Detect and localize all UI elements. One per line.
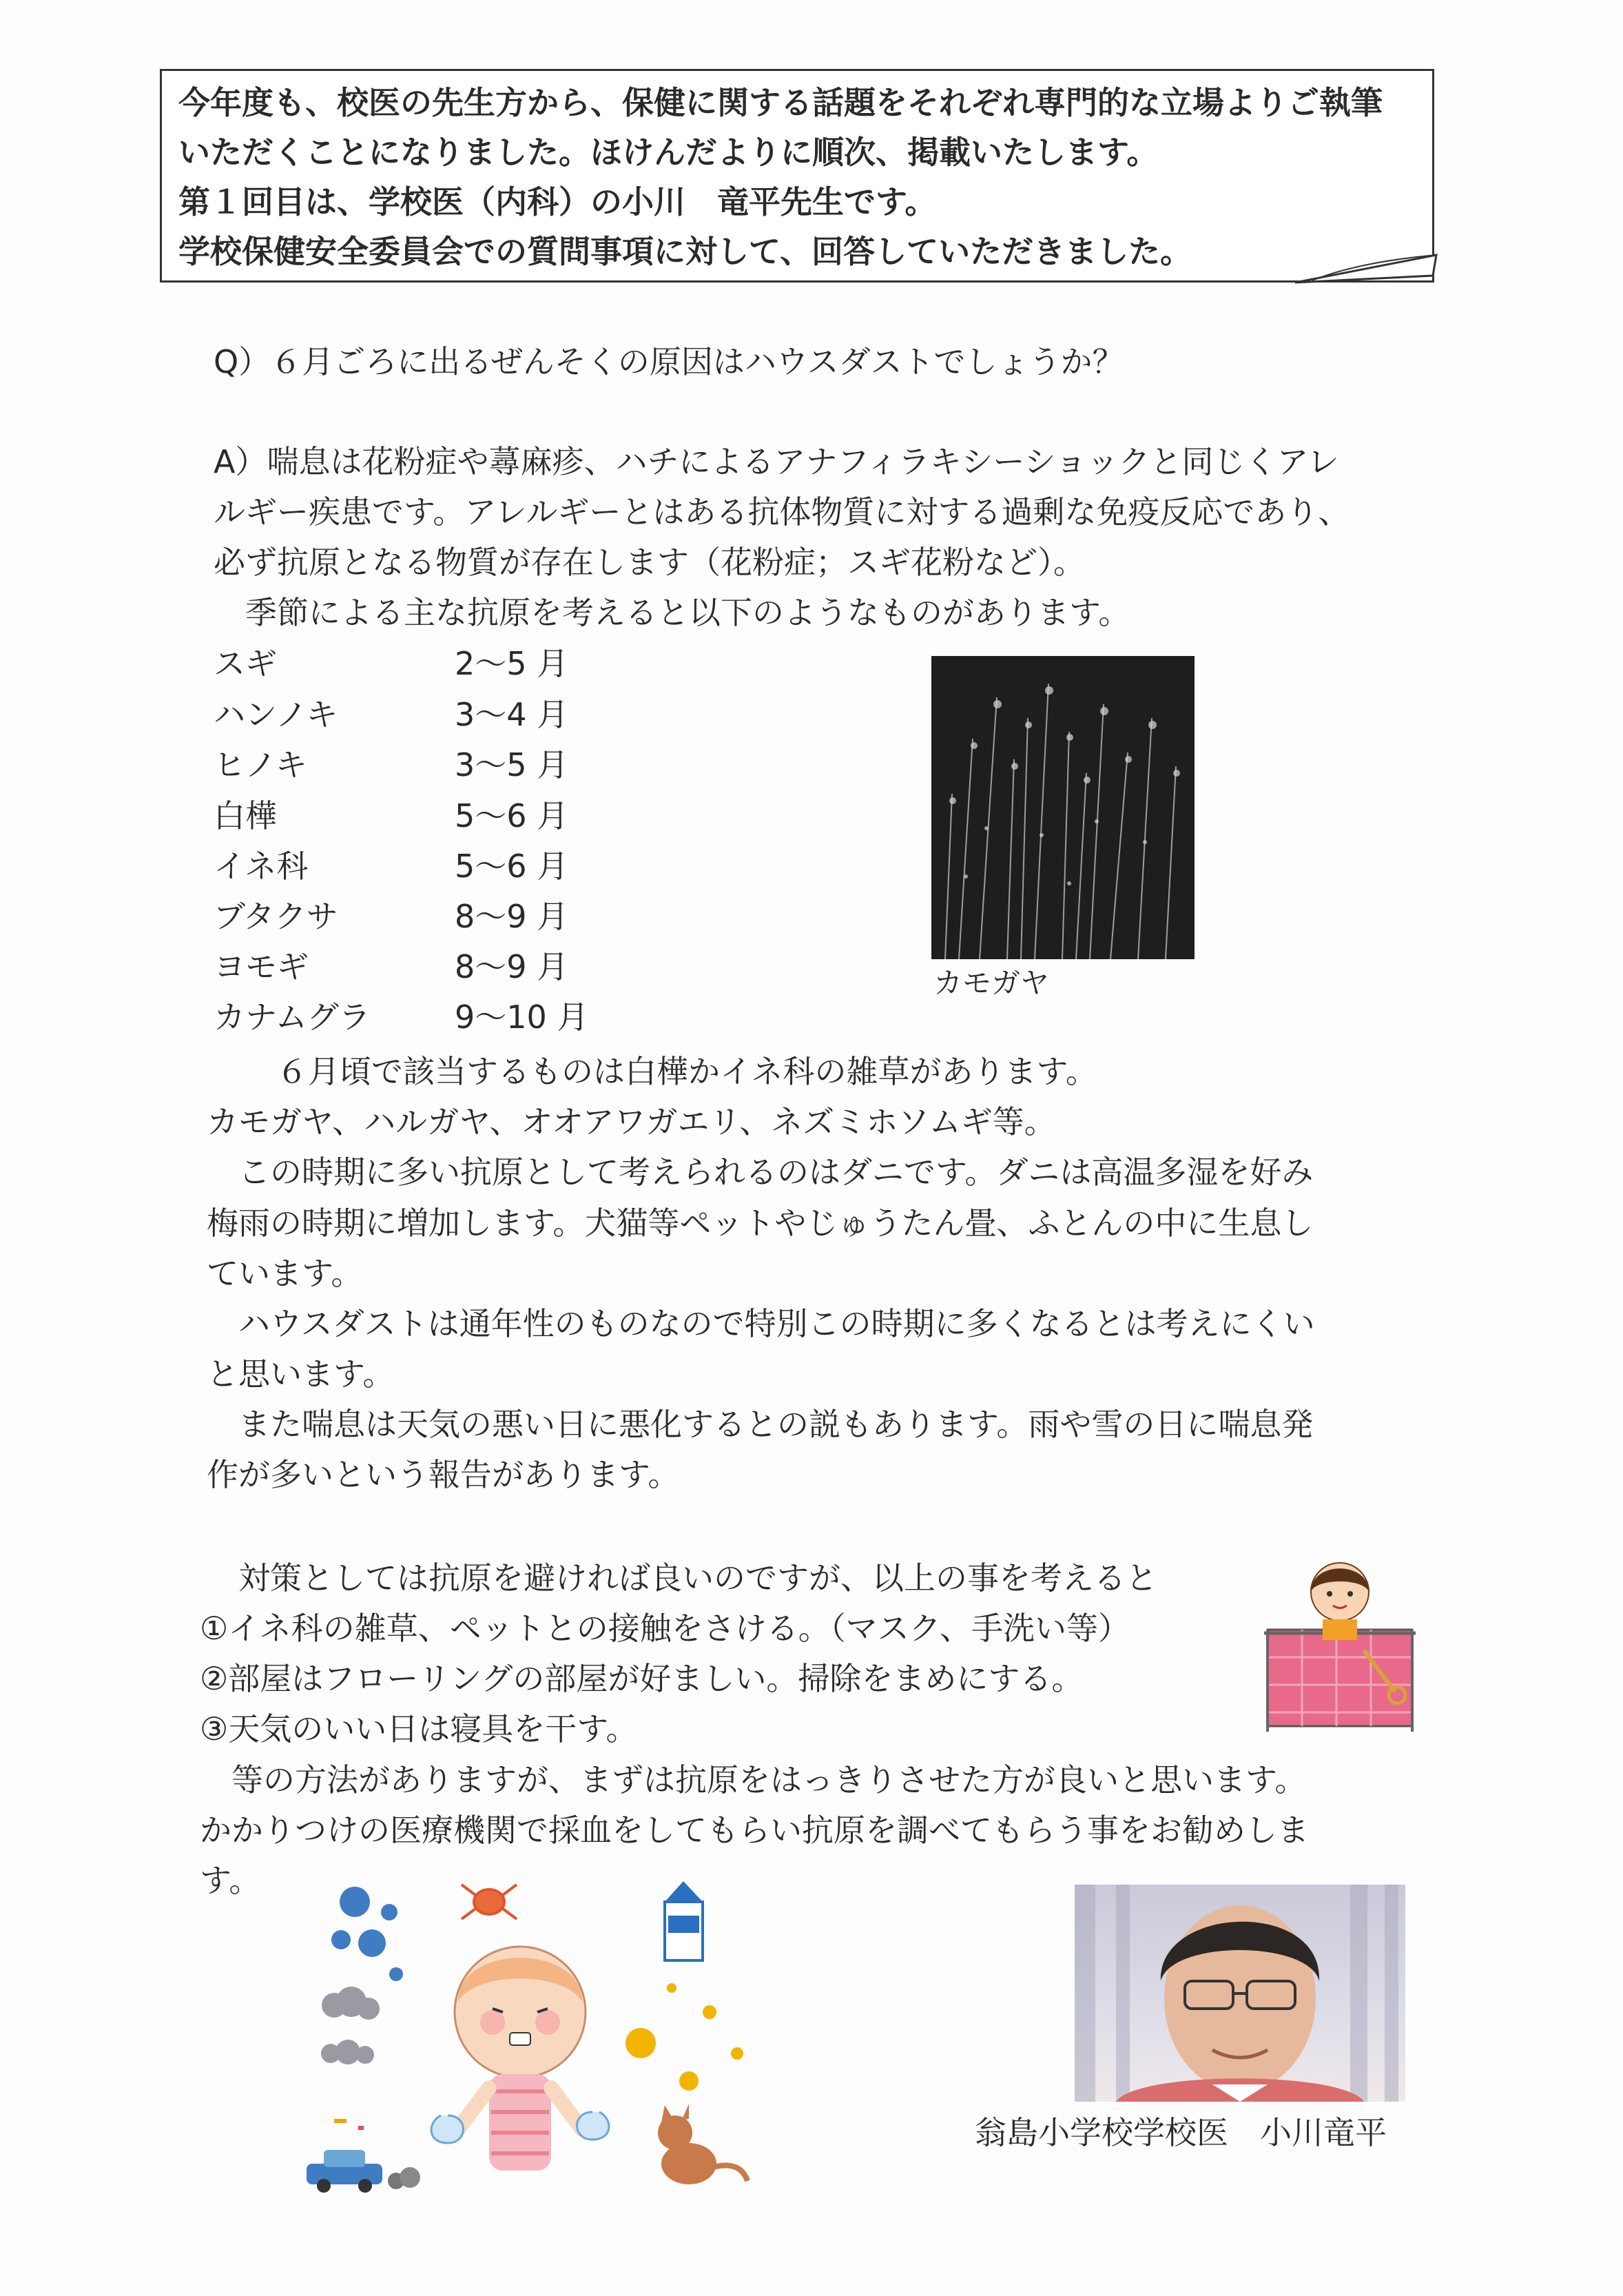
pollen-months: 3～5 月 <box>455 746 569 783</box>
body-line: この時期に多い抗原として考えられるのはダニです。ダニは高温多湿を好み <box>207 1154 1314 1191</box>
intro-line: 第１回目は、学校医（内科）の小川 竜平先生です。 <box>178 183 937 221</box>
intro-box <box>160 69 1434 283</box>
pollen-name: ヒノキ <box>214 746 307 783</box>
pollen-months: 5～6 月 <box>455 797 569 834</box>
pollen-months: 2～5 月 <box>455 645 569 682</box>
child-figure <box>431 1947 609 2171</box>
signature: 翁島小学校学校医 小川竜平 <box>975 2114 1387 2151</box>
doctor-portrait-image <box>1075 1885 1405 2102</box>
body-line: ています。 <box>207 1255 363 1292</box>
measure-line: ③天気のいい日は寝具を干す。 <box>200 1710 638 1747</box>
measure-line: ①イネ科の雑草、ペットとの接触をさける。（マスク、手洗い等） <box>200 1610 1130 1647</box>
measure-line: 対策としては抗原を避ければ良いのですが、以上の事を考えると <box>207 1559 1157 1597</box>
car-icon <box>307 2150 420 2193</box>
intro-line: 学校保健安全委員会での質問事項に対して、回答していただきました。 <box>178 233 1192 270</box>
pollen-name: イネ科 <box>214 848 309 885</box>
question-text: Q）６月ごろに出るぜんそくの原因はハウスダストでしょうか？ <box>214 343 1124 380</box>
girl-airing-futon-illustration <box>1261 1554 1419 1733</box>
photo-caption: カモガヤ <box>933 966 1050 1000</box>
page-curl-decoration <box>1295 245 1440 293</box>
pollen-icon <box>626 1983 743 2091</box>
body-line: カモガヤ、ハルガヤ、オオアワガエリ、ネズミホソムギ等。 <box>207 1103 1056 1140</box>
pollen-months: 8～9 月 <box>455 948 569 985</box>
mite-icon <box>462 1885 517 1919</box>
pollen-name: 白樺 <box>214 797 277 834</box>
pollen-name: スギ <box>214 645 277 682</box>
pollen-months: 3～4 月 <box>455 696 569 733</box>
body-line: ハウスダストは通年性のものなので特別この時期に多くなるとは考えにくい <box>207 1305 1315 1342</box>
milk-carton-icon <box>665 1881 703 1960</box>
answer-line: ルギー疾患です。アレルギーとはある抗体物質に対する過剰な免疫反応であり、 <box>214 493 1350 531</box>
cat-icon <box>658 2104 747 2184</box>
answer-line: 季節による主な抗原を考えると以下のようなものがあります。 <box>214 594 1130 631</box>
body-line: 作が多いという報告があります。 <box>207 1456 680 1493</box>
doctor-portrait-photo <box>1075 1885 1405 2102</box>
intro-line: いただくことになりました。ほけんだよりに順次、掲載いたします。 <box>178 134 1159 171</box>
pollen-months: 9～10 月 <box>455 998 589 1036</box>
measure-line: ②部屋はフローリングの部屋が好ましい。掃除をまめにする。 <box>200 1660 1084 1697</box>
pollen-name: カナムグラ <box>214 998 371 1036</box>
answer-line: 必ず抗原となる物質が存在します（花粉症；スギ花粉など）。 <box>214 544 1085 581</box>
body-line: 梅雨の時期に増加します。犬猫等ペットやじゅうたん畳、ふとんの中に生息し <box>207 1205 1314 1242</box>
dust-icon <box>321 1987 380 2064</box>
pollen-months: 8～9 月 <box>455 898 569 935</box>
pollen-months: 5～6 月 <box>455 848 569 885</box>
kamogaya-photo <box>931 656 1195 959</box>
grass-photo-image <box>931 656 1195 959</box>
mold-icon <box>331 1887 403 1981</box>
measure-line: す。 <box>200 1862 261 1899</box>
pollen-name: ヨモギ <box>214 948 309 985</box>
body-line: ６月頃で該当するものは白樺かイネ科の雑草があります。 <box>245 1053 1097 1090</box>
body-line: と思います。 <box>207 1355 395 1393</box>
answer-line: A）喘息は花粉症や蕁麻疹、ハチによるアナフィラキシーショックと同じくアレ <box>214 443 1339 480</box>
body-line: また喘息は天気の悪い日に悪化するとの説もあります。雨や雪の日に喘息発 <box>207 1406 1314 1443</box>
pollen-name: ハンノキ <box>214 696 338 733</box>
pollen-name: ブタクサ <box>214 898 338 935</box>
measure-line: かかりつけの医療機関で採血をしてもらい抗原を調べてもらう事をお勧めしま <box>200 1812 1309 1849</box>
intro-line: 今年度も、校医の先生方から、保健に関する話題をそれぞれ専門的な立場よりご執筆 <box>178 84 1383 121</box>
measure-line: 等の方法がありますが、まずは抗原をはっきりさせた方が良いと思います。 <box>200 1761 1307 1798</box>
child-allergy-illustration <box>293 1874 775 2198</box>
